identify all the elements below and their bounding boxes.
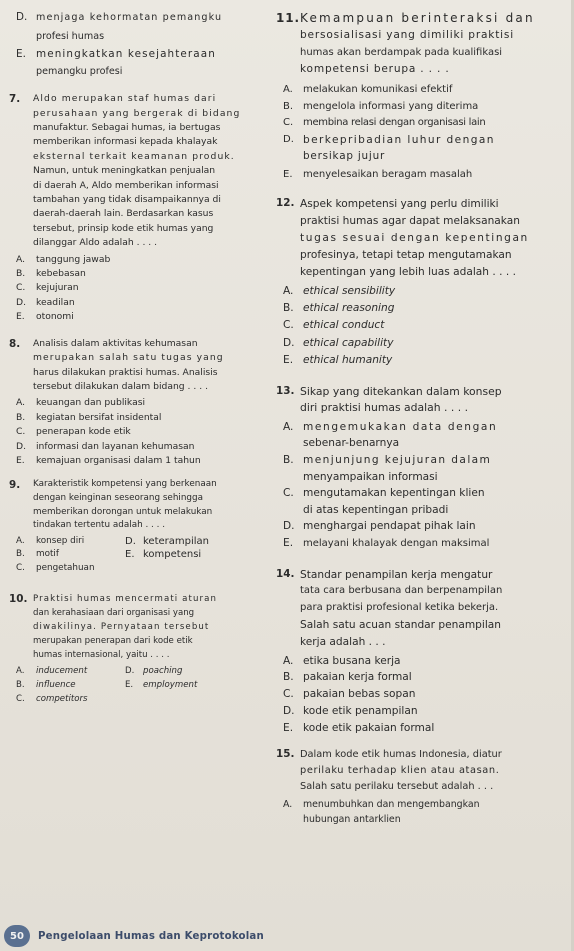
option-letter: B. xyxy=(283,301,294,314)
option-d xyxy=(276,335,568,352)
question-14-options xyxy=(276,653,568,737)
question-number: 8. xyxy=(9,337,21,350)
option-letter: C. xyxy=(283,688,294,701)
question-text xyxy=(33,337,269,395)
question-line: Sikap yang ditekankan dalam konsep xyxy=(300,384,502,398)
question-number: 9. xyxy=(9,479,21,492)
option-text: pengetahuan xyxy=(36,562,95,573)
option-letter: B. xyxy=(16,679,25,690)
option-letter: D. xyxy=(283,336,295,349)
option-e xyxy=(9,47,269,81)
option-text: menyelesaikan beragam masalah xyxy=(303,168,473,180)
question-line: Salah satu acuan standar penampilan xyxy=(300,618,501,631)
option-d xyxy=(9,10,269,45)
option-text: ethical reasoning xyxy=(303,301,395,314)
option-text: ethical capability xyxy=(303,336,394,349)
option-letter: C. xyxy=(16,282,26,294)
option-text: kode etik pakaian formal xyxy=(303,721,435,734)
option-b xyxy=(276,452,568,485)
question-line: profesinya, tetapi tetap mengutamakan xyxy=(300,248,512,261)
question-line: Kemampuan berinteraksi dan xyxy=(300,11,535,25)
question-line: kompetensi berupa . . . . xyxy=(300,63,450,75)
question-number: 14. xyxy=(276,567,295,580)
option-letter: D. xyxy=(16,440,26,452)
option-text: melayani khalayak dengan maksimal xyxy=(303,537,490,549)
option-letter: D. xyxy=(283,520,295,533)
question-line: tersebut dilakukan dalam bidang . . . . xyxy=(33,380,208,392)
option-text: kompetensi xyxy=(143,549,202,561)
question-12 xyxy=(276,196,568,281)
option-text: ethical conduct xyxy=(303,319,385,332)
option-text: kejujuran xyxy=(36,282,79,294)
option-text: ethical humanity xyxy=(303,354,393,367)
option-text: berkepribadian luhur dengan xyxy=(303,133,495,146)
question-line: harus dilakukan praktisi humas. Analisis xyxy=(33,366,218,378)
question-line: memberikan dorongan untuk melakukan xyxy=(33,506,213,517)
option-letter: E. xyxy=(283,168,293,180)
option-text: profesi humas xyxy=(36,30,105,42)
question-line: para praktisi profesional ketika bekerja. xyxy=(300,602,499,614)
page-number-badge: 50 xyxy=(4,925,30,947)
question-text xyxy=(300,747,568,795)
question-line: Dalam kode etik humas Indonesia, diatur xyxy=(300,748,502,760)
option-b xyxy=(276,99,568,116)
question-6-tail-options xyxy=(9,10,269,80)
question-line: dilanggar Aldo adalah . . . . xyxy=(33,237,158,249)
option-d xyxy=(9,440,269,454)
option-letter: E. xyxy=(16,311,25,323)
option-letter: C. xyxy=(16,426,26,438)
question-13-options xyxy=(276,419,568,553)
option-a xyxy=(276,419,568,452)
option-letter: B. xyxy=(283,671,294,684)
question-line: humas internasional, yaitu . . . . xyxy=(33,649,170,660)
option-text: pakaian bebas sopan xyxy=(303,688,416,701)
option-letter: D. xyxy=(125,535,136,547)
question-line: perusahaan yang bergerak di bidang xyxy=(33,107,241,119)
option-d xyxy=(276,703,568,720)
option-text: keuangan dan publikasi xyxy=(36,397,146,409)
option-a xyxy=(9,253,269,267)
option-letter: B. xyxy=(16,411,26,423)
question-number: 12. xyxy=(276,196,295,209)
question-text xyxy=(300,384,568,417)
question-line: tersebut, prinsip kode etik humas yang xyxy=(33,222,214,234)
question-15 xyxy=(276,747,568,795)
option-text: menyampaikan informasi xyxy=(303,470,438,483)
option-a xyxy=(276,797,568,828)
option-c xyxy=(9,692,119,706)
option-letter: A. xyxy=(283,654,294,667)
option-letter: D. xyxy=(283,133,294,145)
option-text: di atas kepentingan pribadi xyxy=(303,503,449,516)
question-line: praktisi humas agar dapat melaksanakan xyxy=(300,214,520,227)
option-letter: C. xyxy=(283,319,294,332)
option-c xyxy=(9,425,269,439)
left-column xyxy=(9,4,269,706)
option-letter: C. xyxy=(16,562,25,573)
option-text: inducement xyxy=(36,665,88,676)
option-e xyxy=(9,310,269,324)
question-line: perilaku terhadap klien atau atasan. xyxy=(300,764,500,776)
question-10-options xyxy=(9,664,269,706)
question-10 xyxy=(9,592,269,662)
question-line: Aldo merupakan staf humas dari xyxy=(33,93,217,105)
question-12-options xyxy=(276,283,568,370)
option-e xyxy=(276,720,568,737)
option-c xyxy=(276,115,568,132)
question-text xyxy=(33,592,269,662)
option-text: pemangku profesi xyxy=(36,66,123,78)
option-text: pakaian kerja formal xyxy=(303,671,412,684)
question-line: Standar penampilan kerja mengatur xyxy=(300,568,493,581)
option-text: motif xyxy=(36,549,59,560)
question-line: merupakan salah satu tugas yang xyxy=(33,352,224,364)
option-text: mengemukakan data dengan xyxy=(303,420,498,433)
question-11-options xyxy=(276,82,568,184)
option-letter: A. xyxy=(16,535,25,546)
question-line: memberikan informasi kepada khalayak xyxy=(33,136,218,148)
option-text: kegiatan bersifat insidental xyxy=(36,411,162,423)
option-d xyxy=(125,535,269,549)
question-line: kerja adalah . . . xyxy=(300,635,386,648)
question-8-options xyxy=(9,396,269,468)
option-letter: D. xyxy=(16,11,28,23)
question-line: tambahan yang tidak disampaikannya di xyxy=(33,194,221,206)
option-d xyxy=(125,664,269,678)
option-letter: C. xyxy=(16,693,25,704)
question-15-options xyxy=(276,797,568,828)
question-9-options xyxy=(9,535,269,576)
option-text: etika busana kerja xyxy=(303,654,401,667)
option-d xyxy=(9,296,269,310)
option-text: melakukan komunikasi efektif xyxy=(303,84,453,95)
option-a xyxy=(9,396,269,410)
option-text: kode etik penampilan xyxy=(303,704,418,717)
question-13 xyxy=(276,384,568,417)
question-9 xyxy=(9,478,269,532)
option-letter: C. xyxy=(283,487,294,500)
question-line: diwakilinya. Pernyataan tersebut xyxy=(33,621,210,632)
option-text: employment xyxy=(143,679,198,690)
question-number: 10. xyxy=(9,592,28,605)
option-text: mengelola informasi yang diterima xyxy=(303,100,479,112)
option-text: menjunjung kejujuran dalam xyxy=(303,453,492,466)
option-letter: A. xyxy=(283,420,294,433)
option-letter: E. xyxy=(16,454,25,466)
option-text: keterampilan xyxy=(143,535,210,547)
page-footer xyxy=(4,924,304,948)
option-text: tanggung jawab xyxy=(36,253,111,265)
option-letter: E. xyxy=(283,354,294,367)
option-letter: A. xyxy=(16,397,26,409)
option-letter: B. xyxy=(283,453,294,466)
option-e xyxy=(276,352,568,369)
option-text: influence xyxy=(36,679,76,690)
question-text xyxy=(300,10,568,78)
option-letter: E. xyxy=(283,536,294,549)
option-c xyxy=(276,686,568,703)
option-e xyxy=(125,548,269,562)
option-letter: C. xyxy=(283,117,294,129)
option-a xyxy=(276,653,568,670)
option-text: sebenar-benarnya xyxy=(303,437,400,450)
option-text: meningkatkan kesejahteraan xyxy=(36,47,216,60)
option-a xyxy=(9,535,119,549)
question-line: merupakan penerapan dari kode etik xyxy=(33,635,193,646)
question-line: eksternal terkait keamanan produk. xyxy=(33,150,235,162)
option-text: konsep diri xyxy=(36,535,85,546)
question-line: dan kerahasiaan dari organisasi yang xyxy=(33,607,195,618)
question-line: di daerah A, Aldo memberikan informasi xyxy=(33,179,219,191)
option-d xyxy=(276,132,568,165)
option-text: kebebasan xyxy=(36,268,86,280)
question-11 xyxy=(276,10,568,78)
question-7 xyxy=(9,92,269,250)
option-b xyxy=(9,678,119,692)
option-text: informasi dan layanan kehumasan xyxy=(36,440,195,452)
option-b xyxy=(9,411,269,425)
question-14 xyxy=(276,567,568,651)
option-letter: D. xyxy=(16,296,26,308)
option-e xyxy=(276,167,568,184)
option-a xyxy=(9,664,119,678)
question-text xyxy=(300,567,568,651)
footer-title: Pengelolaan Humas dan Keprotokolan xyxy=(38,930,264,942)
question-line: tindakan tertentu adalah . . . . xyxy=(33,520,166,531)
option-e xyxy=(276,535,568,553)
question-line: daerah-daerah lain. Berdasarkan kasus xyxy=(33,208,214,220)
question-line: manufaktur. Sebagai humas, ia bertugas xyxy=(33,122,221,133)
option-b xyxy=(9,267,269,281)
question-number: 7. xyxy=(9,93,21,106)
question-number: 13. xyxy=(276,384,295,397)
question-line: Praktisi humas mencermati aturan xyxy=(33,593,218,604)
option-c xyxy=(9,562,119,576)
question-7-options xyxy=(9,253,269,325)
option-text: bersikap jujur xyxy=(303,150,386,163)
option-e xyxy=(125,678,269,692)
question-line: tata cara berbusana dan berpenampilan xyxy=(300,585,503,597)
question-text xyxy=(300,196,568,281)
option-text: membina relasi dengan organisasi lain xyxy=(303,117,486,129)
question-text xyxy=(33,92,269,250)
question-line: kepentingan yang lebih luas adalah . . . . xyxy=(300,265,516,278)
question-line: Salah satu perilaku tersebut adalah . . . xyxy=(300,780,494,792)
option-text: menumbuhkan dan mengembangkan xyxy=(303,798,480,810)
option-text: ethical sensibility xyxy=(303,284,396,297)
option-text: competitors xyxy=(36,693,88,704)
option-e xyxy=(9,454,269,468)
option-letter: B. xyxy=(283,100,294,112)
option-letter: E. xyxy=(125,679,134,690)
option-letter: E. xyxy=(16,47,26,60)
option-text: otonomi xyxy=(36,311,74,323)
option-a xyxy=(276,283,568,300)
option-letter: A. xyxy=(16,253,26,265)
question-text xyxy=(33,478,269,532)
option-letter: E. xyxy=(283,721,294,734)
question-line: Karakteristik kompetensi yang berkenaan xyxy=(33,479,217,490)
option-c xyxy=(276,485,568,518)
option-a xyxy=(276,82,568,99)
option-letter: B. xyxy=(16,268,26,280)
option-letter: D. xyxy=(125,665,135,676)
option-text: menjaga kehormatan pemangku xyxy=(36,12,223,23)
option-letter: E. xyxy=(125,549,135,561)
option-letter: B. xyxy=(16,549,25,560)
question-8 xyxy=(9,337,269,395)
question-line: humas akan berdampak pada kualifikasi xyxy=(300,47,503,58)
option-text: mengutamakan kepentingan klien xyxy=(303,487,485,500)
question-line: dengan keinginan seseorang sehingga xyxy=(33,492,203,503)
question-line: bersosialisasi yang dimiliki praktisi xyxy=(300,29,514,41)
right-column xyxy=(276,4,568,828)
option-text: penerapan kode etik xyxy=(36,426,131,438)
option-b xyxy=(9,548,119,562)
option-letter: A. xyxy=(283,84,293,95)
option-c xyxy=(276,317,568,334)
question-number: 15. xyxy=(276,747,295,760)
option-text: poaching xyxy=(143,665,183,676)
question-line: Analisis dalam aktivitas kehumasan xyxy=(33,337,198,349)
question-line: Namun, untuk meningkatkan penjualan xyxy=(33,165,216,177)
question-line: Aspek kompetensi yang perlu dimiliki xyxy=(300,197,499,210)
option-letter: A. xyxy=(16,665,25,676)
option-letter: D. xyxy=(283,704,295,717)
option-c xyxy=(9,281,269,295)
question-line: diri praktisi humas adalah . . . . xyxy=(300,401,469,415)
option-letter: A. xyxy=(283,798,293,810)
option-text: menghargai pendapat pihak lain xyxy=(303,520,476,533)
option-b xyxy=(276,300,568,317)
option-letter: A. xyxy=(283,284,294,297)
option-text: kemajuan organisasi dalam 1 tahun xyxy=(36,454,201,466)
option-text: keadilan xyxy=(36,296,75,308)
question-number: 11. xyxy=(276,11,300,25)
option-d xyxy=(276,518,568,535)
option-text: hubungan antarklien xyxy=(303,814,401,826)
option-b xyxy=(276,669,568,686)
question-line: tugas sesuai dengan kepentingan xyxy=(300,231,529,244)
